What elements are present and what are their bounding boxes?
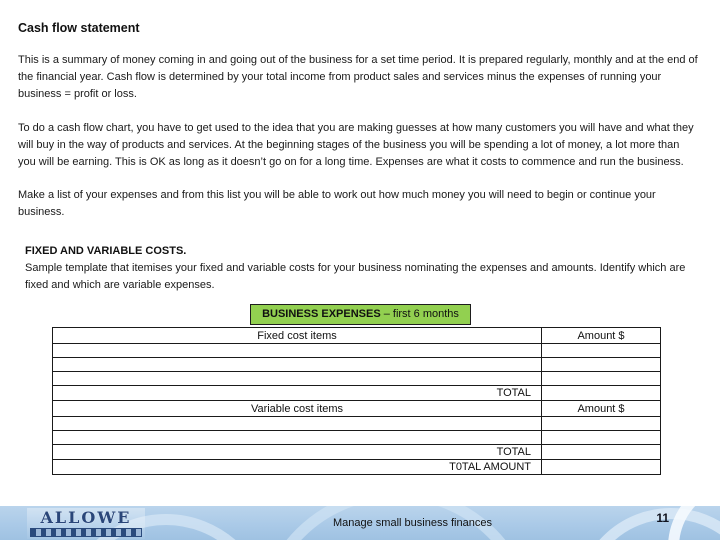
fixed-amount-cell[interactable] bbox=[542, 372, 661, 386]
fixed-total-label: TOTAL bbox=[53, 386, 542, 401]
banner-title: BUSINESS EXPENSES bbox=[262, 308, 381, 320]
fixed-item-cell[interactable] bbox=[53, 358, 542, 372]
variable-cost-items-header: Variable cost items bbox=[53, 401, 542, 417]
page-title: Cash flow statement bbox=[18, 21, 140, 35]
fixed-empty-row bbox=[53, 372, 661, 386]
fixed-empty-row bbox=[53, 344, 661, 358]
paragraph-expense-list: Make a list of your expenses and from this list you will be able to work out how much money you will need to begin or continue your business. bbox=[18, 189, 656, 218]
allowe-logo-text: ALLOWE bbox=[40, 508, 132, 527]
banner-subtitle: – first 6 months bbox=[380, 308, 459, 320]
fixed-item-cell[interactable] bbox=[53, 344, 542, 358]
section-heading: FIXED AND VARIABLE COSTS. bbox=[25, 245, 187, 257]
page-number: 11 bbox=[656, 511, 669, 525]
variable-amount-cell[interactable] bbox=[542, 431, 661, 445]
business-expenses-banner bbox=[250, 304, 471, 325]
fixed-cost-items-header: Fixed cost items bbox=[53, 328, 542, 344]
variable-item-cell[interactable] bbox=[53, 431, 542, 445]
section-body: Sample template that itemises your fixed and variable costs for your business nominating the expenses and amounts. Identify which are fixed and which are variable expenses. bbox=[25, 262, 686, 291]
paragraph-summary: This is a summary of money coming in and going out of the business for a set time period. It is prepared regularly, monthly and at the end of the financial year. Cash flow is determined by your total income from product sales and services minus the expenses of running your business = profit or loss. bbox=[18, 54, 698, 100]
fixed-total-row bbox=[53, 386, 661, 401]
variable-total-row bbox=[53, 445, 661, 460]
paragraph-cashflow-chart: To do a cash flow chart, you have to get used to the idea that you are making guesses at how many customers you will have and what they will buy in the way of products and services. At the beginning stages of the business you will be spending a lot of money, a lot more than you will be earning. This is OK as long as it doesn’t go on for a long time. Expenses are what it costs to commence and run the business. bbox=[18, 122, 694, 168]
business-expenses-table bbox=[52, 327, 661, 475]
grand-total-row bbox=[53, 460, 661, 475]
footer-band bbox=[0, 506, 720, 540]
grand-total-label: T0TAL AMOUNT bbox=[53, 460, 542, 475]
fixed-amount-header: Amount $ bbox=[542, 328, 661, 344]
variable-amount-cell[interactable] bbox=[542, 417, 661, 431]
footer-caption: Manage small business finances bbox=[333, 517, 492, 529]
variable-header-row bbox=[53, 401, 661, 417]
variable-amount-header: Amount $ bbox=[542, 401, 661, 417]
fixed-amount-cell[interactable] bbox=[542, 358, 661, 372]
fixed-variable-costs-section bbox=[25, 243, 698, 294]
fixed-total-cell[interactable] bbox=[542, 386, 661, 401]
fixed-item-cell[interactable] bbox=[53, 372, 542, 386]
fixed-empty-row bbox=[53, 358, 661, 372]
fixed-header-row bbox=[53, 328, 661, 344]
grand-total-cell[interactable] bbox=[542, 460, 661, 475]
variable-total-label: TOTAL bbox=[53, 445, 542, 460]
variable-empty-row bbox=[53, 431, 661, 445]
fixed-amount-cell[interactable] bbox=[542, 344, 661, 358]
variable-total-cell[interactable] bbox=[542, 445, 661, 460]
variable-empty-row bbox=[53, 417, 661, 431]
allowe-logo-bar bbox=[30, 528, 142, 537]
variable-item-cell[interactable] bbox=[53, 417, 542, 431]
